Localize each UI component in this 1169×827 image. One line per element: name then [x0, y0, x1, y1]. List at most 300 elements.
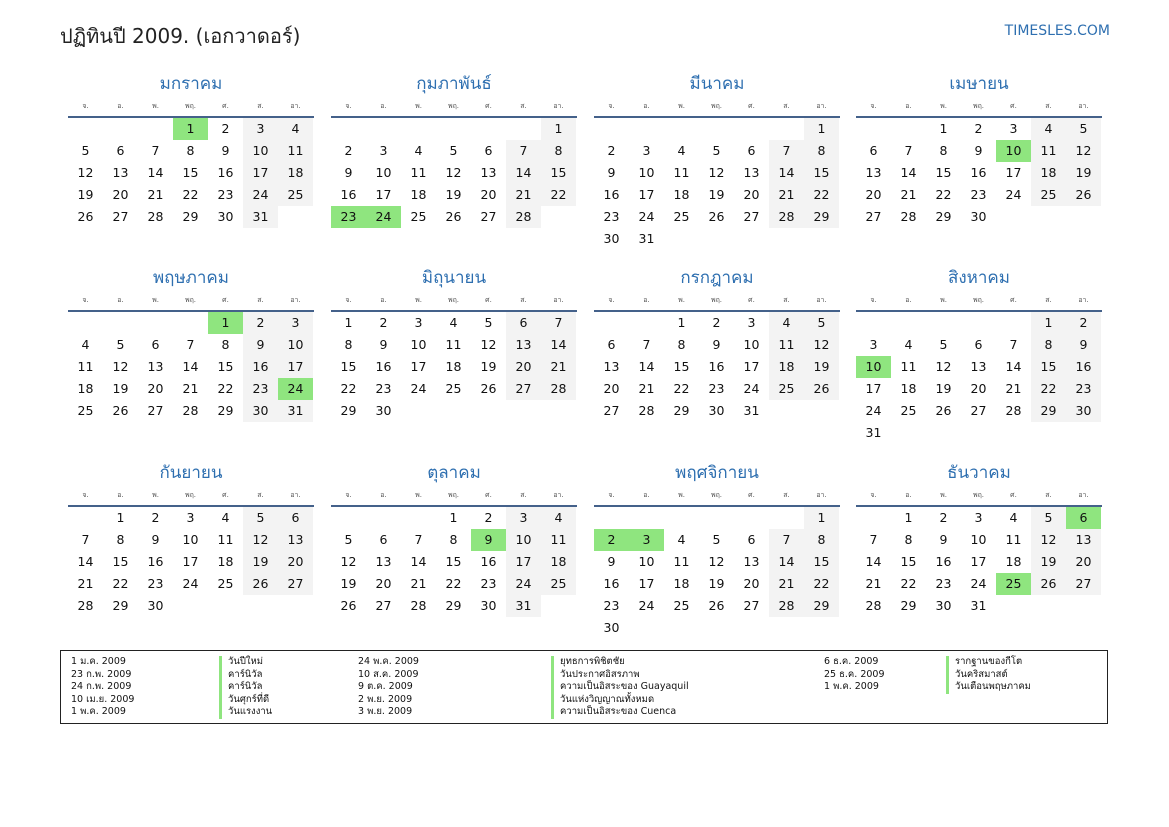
day-cell: 29	[900, 598, 917, 613]
empty-cell	[68, 118, 103, 140]
day-cell: 19	[112, 381, 129, 396]
empty-cell	[891, 118, 926, 140]
day-cell: 13	[743, 165, 760, 180]
empty-cell	[734, 118, 769, 140]
day-cell: 23	[147, 576, 164, 591]
day-cell: 10	[743, 337, 760, 352]
day-cell: 4	[221, 510, 230, 525]
month-7	[594, 266, 840, 422]
holiday-day: 24	[278, 378, 313, 400]
day-cell: 23	[603, 209, 620, 224]
weekday-label: จ.	[608, 296, 615, 304]
day-cell: 25	[673, 598, 690, 613]
empty-cell	[471, 400, 506, 422]
month-name: กุมภาพันธ์	[416, 74, 492, 94]
day-cell: 24	[182, 576, 199, 591]
day-cell: 29	[340, 403, 357, 418]
day-cell: 2	[939, 510, 948, 525]
day-cell: 17	[278, 356, 313, 378]
day-cell: 13	[865, 165, 882, 180]
day-cell: 29	[804, 595, 839, 617]
day-cell: 9	[607, 554, 616, 569]
day-cell: 24	[243, 184, 278, 206]
weekday-label: อ.	[643, 491, 650, 499]
weekday-header	[68, 99, 314, 114]
legend-names-col2	[551, 656, 689, 719]
day-cell: 21	[769, 184, 804, 206]
day-cell: 18	[673, 576, 690, 591]
day-cell: 26	[445, 209, 462, 224]
legend-dates-col2	[358, 656, 419, 719]
weekday-label: พ.	[678, 491, 685, 499]
weekday-header	[68, 488, 314, 503]
empty-cell	[734, 507, 769, 529]
day-cell: 14	[77, 554, 94, 569]
month-9	[68, 461, 314, 617]
day-cell: 8	[939, 143, 948, 158]
day-cell: 29	[1031, 400, 1066, 422]
day-cell: 20	[506, 356, 541, 378]
day-cell: 30	[147, 598, 164, 613]
day-cell: 18	[541, 551, 576, 573]
day-cell: 27	[865, 209, 882, 224]
day-cell: 17	[638, 576, 655, 591]
weekday-label: อา.	[290, 102, 301, 110]
weekday-label: อ.	[643, 102, 650, 110]
day-cell: 15	[217, 359, 234, 374]
weekday-label: อา.	[553, 102, 564, 110]
empty-cell	[541, 400, 576, 422]
day-cell: 12	[804, 334, 839, 356]
legend-holiday-name: ความเป็นอิสระของ Cuenca	[551, 706, 689, 719]
empty-cell	[664, 118, 699, 140]
day-cell: 5	[1066, 118, 1101, 140]
day-cell: 22	[445, 576, 462, 591]
day-cell: 18	[217, 554, 234, 569]
month-2	[331, 72, 577, 228]
weekday-label: ศ.	[748, 296, 755, 304]
day-cell: 24	[506, 573, 541, 595]
day-cell: 25	[1031, 184, 1066, 206]
day-cell: 28	[769, 206, 804, 228]
page-title: ปฏิทินปี 2009. (เอกวาดอร์)	[60, 24, 301, 48]
day-cell: 11	[278, 140, 313, 162]
holiday-legend	[60, 650, 1108, 724]
day-cell: 27	[743, 598, 760, 613]
empty-cell	[699, 228, 734, 250]
month-name: ตุลาคม	[427, 463, 481, 483]
day-cell: 21	[77, 576, 94, 591]
day-cell: 8	[186, 143, 195, 158]
day-grid	[68, 118, 314, 228]
day-cell: 23	[243, 378, 278, 400]
day-cell: 19	[445, 187, 462, 202]
weekday-label: พฤ.	[710, 491, 723, 499]
day-cell: 9	[344, 165, 353, 180]
day-cell: 9	[939, 532, 948, 547]
day-cell: 8	[449, 532, 458, 547]
day-cell: 15	[445, 554, 462, 569]
day-cell: 20	[743, 576, 760, 591]
empty-cell	[436, 400, 471, 422]
day-cell: 3	[278, 312, 313, 334]
day-cell: 8	[541, 140, 576, 162]
day-cell: 27	[603, 403, 620, 418]
month-name: มิถุนายน	[421, 268, 487, 288]
weekday-label: ศ.	[485, 102, 492, 110]
day-cell: 17	[243, 162, 278, 184]
empty-cell	[769, 118, 804, 140]
legend-holiday-name: รากฐานของกีโต	[946, 656, 1031, 669]
weekday-label: อา.	[816, 102, 827, 110]
day-cell: 12	[77, 165, 94, 180]
weekday-label: พ.	[415, 491, 422, 499]
weekday-label: จ.	[870, 491, 877, 499]
legend-holiday-name: วันประกาศอิสรภาพ	[551, 669, 689, 682]
day-cell: 2	[484, 510, 493, 525]
empty-cell	[506, 400, 541, 422]
day-cell: 10	[243, 140, 278, 162]
month-name: มกราคม	[159, 74, 223, 94]
day-cell: 4	[278, 118, 313, 140]
day-cell: 10	[410, 337, 427, 352]
month-11	[594, 461, 840, 639]
day-cell: 27	[112, 209, 129, 224]
day-cell: 14	[769, 162, 804, 184]
day-cell: 22	[340, 381, 357, 396]
day-cell: 14	[147, 165, 164, 180]
weekday-label: อ.	[380, 296, 387, 304]
weekday-label: พ.	[415, 296, 422, 304]
weekday-label: พ.	[940, 102, 947, 110]
weekday-label: พ.	[152, 491, 159, 499]
weekday-label: จ.	[82, 102, 89, 110]
day-cell: 5	[712, 532, 721, 547]
day-cell: 29	[182, 209, 199, 224]
weekday-label: จ.	[608, 102, 615, 110]
day-cell: 9	[243, 334, 278, 356]
weekday-label: ศ.	[1010, 296, 1017, 304]
day-cell: 8	[677, 337, 686, 352]
day-cell: 4	[414, 143, 423, 158]
legend-date: 25 ธ.ค. 2009	[824, 668, 885, 680]
day-cell: 1	[116, 510, 125, 525]
day-cell: 17	[182, 554, 199, 569]
day-cell: 9	[607, 165, 616, 180]
day-cell: 27	[480, 209, 497, 224]
day-cell: 22	[900, 576, 917, 591]
day-cell: 30	[603, 231, 620, 246]
day-grid	[331, 118, 577, 228]
weekday-label: พฤ.	[447, 102, 460, 110]
empty-cell	[734, 228, 769, 250]
day-cell: 16	[147, 554, 164, 569]
weekday-header	[856, 99, 1102, 114]
day-cell: 24	[970, 576, 987, 591]
day-cell: 17	[865, 381, 882, 396]
empty-cell	[699, 617, 734, 639]
day-cell: 31	[638, 231, 655, 246]
day-cell: 31	[743, 403, 760, 418]
weekday-header	[331, 99, 577, 114]
day-cell: 30	[217, 209, 234, 224]
day-cell: 21	[900, 187, 917, 202]
weekday-label: ส.	[257, 296, 264, 304]
day-cell: 7	[1009, 337, 1018, 352]
day-cell: 6	[747, 143, 756, 158]
empty-cell	[996, 422, 1031, 444]
legend-date: 9 ต.ค. 2009	[358, 681, 413, 693]
day-cell: 14	[182, 359, 199, 374]
day-cell: 6	[379, 532, 388, 547]
day-cell: 11	[445, 337, 462, 352]
empty-cell	[401, 118, 436, 140]
weekday-label: ศ.	[485, 296, 492, 304]
empty-cell	[629, 507, 664, 529]
legend-holiday-name: วันคริสมาสต์	[946, 669, 1031, 682]
legend-date: 23 ก.พ. 2009	[71, 668, 132, 680]
day-cell: 7	[151, 143, 160, 158]
day-cell: 28	[865, 598, 882, 613]
month-name: กรกฎาคม	[680, 268, 754, 288]
day-cell: 10	[506, 529, 541, 551]
holiday-day: 25	[996, 573, 1031, 595]
holiday-day: 10	[996, 140, 1031, 162]
empty-cell	[856, 118, 891, 140]
day-cell: 23	[603, 598, 620, 613]
day-cell: 11	[673, 165, 690, 180]
day-cell: 24	[410, 381, 427, 396]
empty-cell	[331, 118, 366, 140]
weekday-label: พ.	[940, 491, 947, 499]
day-cell: 27	[147, 403, 164, 418]
day-cell: 5	[449, 143, 458, 158]
empty-cell	[594, 118, 629, 140]
day-cell: 18	[410, 187, 427, 202]
weekday-label: อา.	[290, 296, 301, 304]
day-cell: 2	[243, 312, 278, 334]
day-cell: 6	[151, 337, 160, 352]
day-cell: 25	[673, 209, 690, 224]
empty-cell	[506, 118, 541, 140]
day-cell: 3	[747, 315, 756, 330]
weekday-label: อา.	[816, 491, 827, 499]
day-cell: 28	[182, 403, 199, 418]
day-cell: 21	[182, 381, 199, 396]
weekday-header	[856, 488, 1102, 503]
day-cell: 26	[1031, 573, 1066, 595]
day-cell: 18	[1031, 162, 1066, 184]
day-cell: 21	[865, 576, 882, 591]
day-cell: 20	[970, 381, 987, 396]
day-cell: 19	[935, 381, 952, 396]
weekday-label: ส.	[520, 296, 527, 304]
day-cell: 2	[379, 315, 388, 330]
weekday-label: จ.	[870, 102, 877, 110]
day-cell: 11	[900, 359, 917, 374]
legend-dates-col1	[71, 656, 134, 719]
day-cell: 30	[1066, 400, 1101, 422]
weekday-label: จ.	[870, 296, 877, 304]
day-cell: 31	[278, 400, 313, 422]
brand-link[interactable]: TIMESLES.COM	[1004, 23, 1110, 39]
day-cell: 3	[243, 118, 278, 140]
day-cell: 6	[974, 337, 983, 352]
day-cell: 8	[344, 337, 353, 352]
day-cell: 25	[278, 184, 313, 206]
weekday-label: อ.	[905, 102, 912, 110]
day-cell: 12	[935, 359, 952, 374]
weekday-label: พฤ.	[972, 491, 985, 499]
day-cell: 23	[935, 576, 952, 591]
day-cell: 9	[221, 143, 230, 158]
day-cell: 11	[1005, 532, 1022, 547]
empty-cell	[366, 507, 401, 529]
day-cell: 3	[642, 143, 651, 158]
day-cell: 12	[243, 529, 278, 551]
empty-cell	[891, 312, 926, 334]
day-cell: 20	[603, 381, 620, 396]
month-10	[331, 461, 577, 617]
weekday-header	[594, 293, 840, 308]
weekday-label: พฤ.	[184, 296, 197, 304]
day-cell: 9	[1066, 334, 1101, 356]
legend-holiday-name: วันศุกร์ที่ดี	[219, 694, 272, 707]
day-cell: 7	[541, 312, 576, 334]
weekday-label: พ.	[678, 102, 685, 110]
day-cell: 10	[638, 165, 655, 180]
day-cell: 27	[970, 403, 987, 418]
month-name: มีนาคม	[689, 74, 745, 94]
day-cell: 3	[506, 507, 541, 529]
legend-holiday-name: คาร์นิวัล	[219, 669, 272, 682]
day-cell: 17	[506, 551, 541, 573]
day-cell: 18	[445, 359, 462, 374]
weekday-label: ส.	[257, 491, 264, 499]
day-cell: 18	[769, 356, 804, 378]
day-cell: 26	[804, 378, 839, 400]
day-cell: 27	[375, 598, 392, 613]
weekday-label: จ.	[345, 296, 352, 304]
day-cell: 8	[1031, 334, 1066, 356]
day-cell: 27	[278, 573, 313, 595]
weekday-label: พ.	[152, 102, 159, 110]
empty-cell	[401, 400, 436, 422]
day-cell: 14	[865, 554, 882, 569]
day-cell: 7	[414, 532, 423, 547]
day-cell: 19	[708, 187, 725, 202]
day-cell: 14	[1005, 359, 1022, 374]
legend-date: 24 ก.พ. 2009	[71, 681, 132, 693]
day-cell: 28	[1005, 403, 1022, 418]
day-cell: 30	[243, 400, 278, 422]
day-cell: 9	[974, 143, 983, 158]
day-cell: 12	[708, 554, 725, 569]
day-cell: 14	[410, 554, 427, 569]
empty-cell	[68, 507, 103, 529]
day-cell: 6	[484, 143, 493, 158]
day-cell: 23	[375, 381, 392, 396]
empty-cell	[664, 228, 699, 250]
day-cell: 5	[939, 337, 948, 352]
day-cell: 15	[900, 554, 917, 569]
month-5	[68, 266, 314, 422]
day-cell: 6	[506, 312, 541, 334]
day-cell: 24	[638, 598, 655, 613]
day-cell: 5	[484, 315, 493, 330]
day-cell: 26	[243, 573, 278, 595]
day-cell: 3	[869, 337, 878, 352]
weekday-label: อา.	[553, 296, 564, 304]
empty-cell	[804, 617, 839, 639]
day-cell: 15	[1031, 356, 1066, 378]
day-cell: 19	[77, 187, 94, 202]
day-cell: 31	[506, 595, 541, 617]
day-cell: 13	[480, 165, 497, 180]
day-cell: 11	[541, 529, 576, 551]
day-grid	[594, 312, 840, 422]
day-cell: 9	[379, 337, 388, 352]
weekday-label: อ.	[905, 296, 912, 304]
legend-dates-col3	[824, 656, 885, 694]
day-cell: 30	[708, 403, 725, 418]
day-cell: 23	[480, 576, 497, 591]
day-cell: 28	[77, 598, 94, 613]
empty-cell	[769, 507, 804, 529]
weekday-label: จ.	[82, 491, 89, 499]
day-cell: 3	[414, 315, 423, 330]
weekday-label: พฤ.	[184, 102, 197, 110]
day-cell: 4	[769, 312, 804, 334]
holiday-day: 1	[173, 118, 208, 140]
day-cell: 21	[638, 381, 655, 396]
day-grid	[856, 118, 1102, 228]
holiday-day: 6	[1066, 507, 1101, 529]
legend-holiday-name: ความเป็นอิสระของ Guayaquil	[551, 681, 689, 694]
empty-cell	[1031, 206, 1066, 228]
day-cell: 15	[112, 554, 129, 569]
weekday-label: จ.	[608, 491, 615, 499]
day-cell: 17	[638, 187, 655, 202]
day-cell: 16	[340, 187, 357, 202]
month-4	[856, 72, 1102, 228]
empty-cell	[926, 422, 961, 444]
weekday-label: ศ.	[485, 491, 492, 499]
day-cell: 18	[278, 162, 313, 184]
day-cell: 18	[900, 381, 917, 396]
day-cell: 3	[974, 510, 983, 525]
day-cell: 17	[970, 554, 987, 569]
weekday-label: ส.	[1045, 491, 1052, 499]
day-cell: 25	[769, 378, 804, 400]
day-cell: 8	[116, 532, 125, 547]
day-cell: 1	[804, 118, 839, 140]
day-cell: 24	[638, 209, 655, 224]
empty-cell	[996, 595, 1031, 617]
day-cell: 15	[804, 162, 839, 184]
day-cell: 11	[769, 334, 804, 356]
day-cell: 12	[1031, 529, 1066, 551]
day-cell: 26	[340, 598, 357, 613]
empty-cell	[594, 312, 629, 334]
empty-cell	[629, 312, 664, 334]
day-cell: 12	[1066, 140, 1101, 162]
day-cell: 7	[506, 140, 541, 162]
day-cell: 26	[480, 381, 497, 396]
legend-date: 6 ธ.ค. 2009	[824, 656, 879, 667]
day-cell: 17	[743, 359, 760, 374]
empty-cell	[1066, 595, 1101, 617]
